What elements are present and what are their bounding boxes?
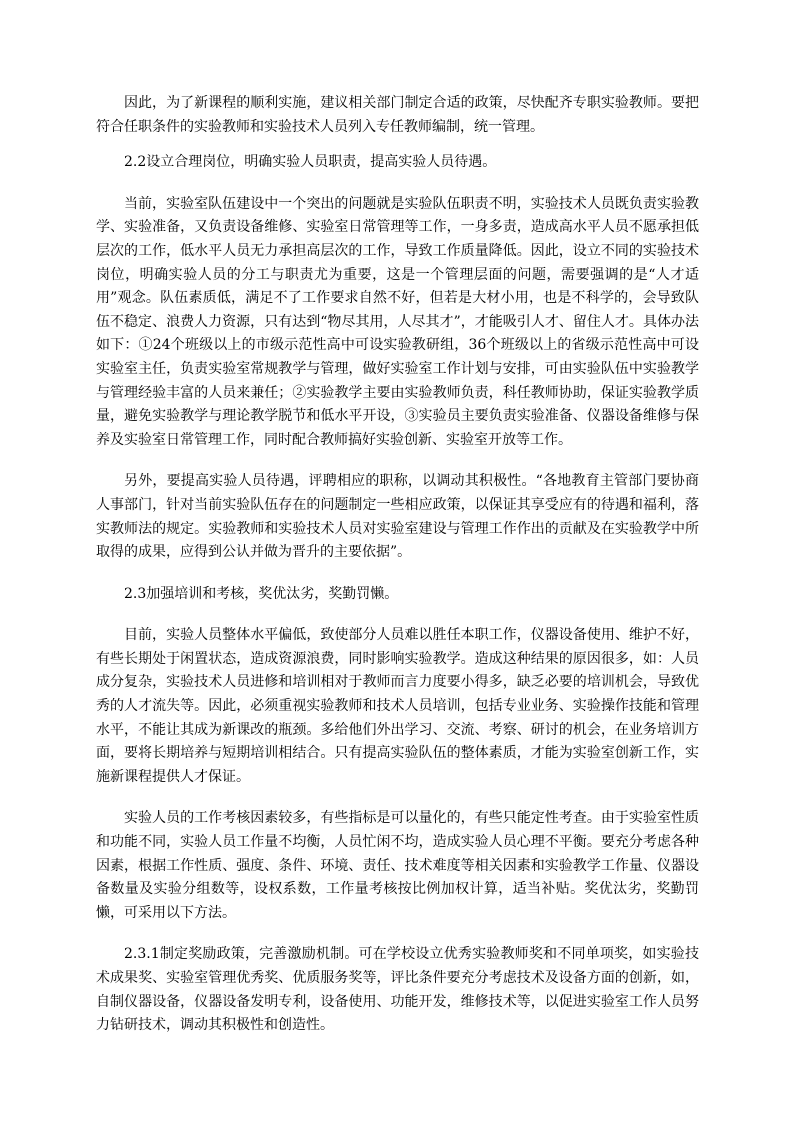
document-page [96, 92, 699, 1038]
section-2-3-1-incentives: 2.3.1制定奖励政策，完善激励机制。可在学校设立优秀实验教师奖和不同单项奖，如实验技术成果奖、实验室管理优秀奖、优质服务奖等，评比条件要充分考虑技术及设备方面的创新，如，自制仪器设备，仪器设备发明专利，设备使用、功能开发，维修技术等，以促进实验室工作人员努力钻研技术，调动其积极性和创造性。 [96, 946, 699, 1034]
paragraph-staffing-policy: 因此，为了新课程的顺利实施，建议相关部门制定合适的政策，尽快配齐专职实验教师。要把符合任职条件的实验教师和实验技术人员列入专任教师编制，统一管理。 [96, 95, 699, 135]
paragraph-staff-benefits: 另外，要提高实验人员待遇，评聘相应的职称，以调动其积极性。“各地教育主管部门要协商人事部门，针对当前实验队伍存在的问题制定一些相应政策，以保证其享受应有的待遇和福利，落实教师法的规定。实验教师和实验技术人员对实验室建设与管理工作作出的贡献及在实验教学中所取得的成果，应得到公认并做为晋升的主要依据”。 [96, 473, 699, 561]
section-heading-2-3: 2.3加强培训和考核，奖优汰劣，奖勤罚懒。 [124, 585, 399, 602]
paragraph-assessment: 实验人员的工作考核因素较多，有些指标是可以量化的，有些只能定性考查。由于实验室性质和功能不同，实验人员工作量不均衡，人员忙闲不均，造成实验人员心理不平衡。要充分考虑各种因素，根据工作性质、强度、条件、环境、责任、技术难度等相关因素和实验教学工作量、仪器设备数量及实验分组数等，设权系数，工作量考核按比例加权计算，适当补贴。奖优汰劣，奖勤罚懒，可采用以下方法。 [96, 810, 699, 921]
paragraph-roles-responsibilities: 当前，实验室队伍建设中一个突出的问题就是实验队伍职责不明，实验技术人员既负责实验教学、实验准备，又负责设备维修、实验室日常管理等工作，一身多责，造成高水平人员不愿承担低层次的工作，低水平人员无力承担高层次的工作，导致工作质量降低。因此，设立不同的实验技术岗位，明确实验人员的分工与职责尤为重要，这是一个管理层面的问题，需要强调的是“人才适用”观念。队伍素质低，满足不了工作要求自然不好，但若是大材小用，也是不科学的，会导致队伍不稳定、浪费人力资源，只有达到“物尽其用，人尽其才”，才能吸引人才、留住人才。具体办法如下：①24个班级以上的市级示范性高中可设实验教研组，36个班级以上的省级示范性高中可设实验室主任，负责实验室常规教学与管理，做好实验室工作计划与安排，可由实验队伍中实验教学与管理经验丰富的人员来兼任；②实验教学主要由实验教师负责，科任教师协助，保证实验教学质量，避免实验教学与理论教学脱节和低水平开设，③实验员主要负责实验准备、仪器设备维修与保养及实验室日常管理工作，同时配合教师搞好实验创新、实验室开放等工作。 [96, 195, 699, 448]
section-heading-2-2: 2.2设立合理岗位，明确实验人员职责，提高实验人员待遇。 [124, 154, 497, 171]
paragraph-training: 目前，实验人员整体水平偏低，致使部分人员难以胜任本职工作，仪器设备使用、维护不好，有些长期处于闲置状态，造成资源浪费，同时影响实验教学。造成这种结果的原因很多，如：人员成分复杂，实验技术人员进修和培训相对于教师而言力度要小得多，缺乏必要的培训机会，导致优秀的人才流失等。因此，必须重视实验教师和技术人员培训，包括专业业务、实验操作技能和管理水平，不能让其成为新课改的瓶颈。多给他们外出学习、交流、考察、研讨的机会，在业务培训方面，要将长期培养与短期培训相结合。只有提高实验队伍的整体素质，才能为实验室创新工作，实施新课程提供人才保证。 [96, 627, 699, 785]
